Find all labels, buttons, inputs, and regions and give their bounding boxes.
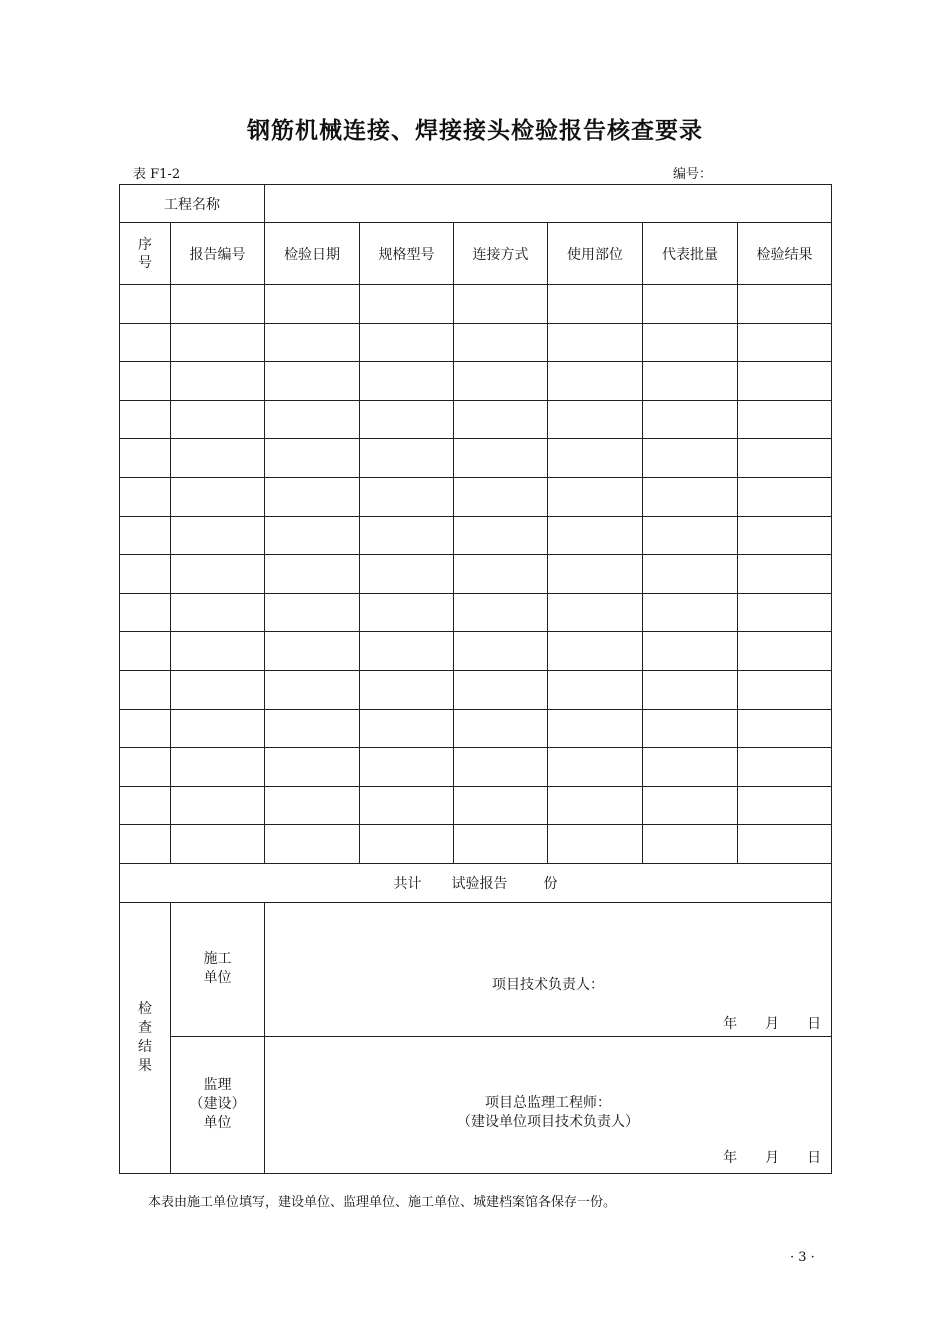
table-cell[interactable] bbox=[548, 516, 643, 555]
column-batch-header bbox=[643, 223, 738, 285]
total-suffix: 份 bbox=[543, 875, 558, 892]
table-cell[interactable] bbox=[738, 632, 832, 671]
column-header-label: 报告编号 bbox=[189, 246, 246, 263]
table-row bbox=[120, 323, 832, 362]
project-name-field[interactable] bbox=[265, 185, 832, 223]
column-report-no-header bbox=[171, 223, 265, 285]
table-row bbox=[120, 593, 832, 632]
table-cell[interactable] bbox=[265, 593, 360, 632]
table-cell[interactable] bbox=[643, 748, 738, 787]
table-row bbox=[120, 439, 832, 478]
table-cell[interactable] bbox=[360, 400, 454, 439]
table-cell[interactable] bbox=[738, 477, 832, 516]
table-cell[interactable] bbox=[548, 593, 643, 632]
supervision-unit-label: 监理 （建设） 单位 bbox=[171, 1036, 265, 1173]
project-name-label: 工程名称 bbox=[120, 185, 265, 223]
table-cell[interactable] bbox=[265, 362, 360, 401]
table-cell[interactable] bbox=[454, 632, 548, 671]
table-cell[interactable] bbox=[738, 825, 832, 864]
column-test-date-header bbox=[265, 223, 360, 285]
table-cell[interactable] bbox=[120, 555, 171, 594]
column-header-label: 检验结果 bbox=[756, 246, 813, 263]
table-cell[interactable] bbox=[643, 323, 738, 362]
table-cell[interactable] bbox=[360, 285, 454, 324]
column-header-label: 规格型号 bbox=[378, 246, 435, 263]
table-cell[interactable] bbox=[360, 516, 454, 555]
table-cell[interactable] bbox=[120, 748, 171, 787]
table-cell[interactable] bbox=[548, 439, 643, 478]
table-row bbox=[120, 632, 832, 671]
table-row bbox=[120, 362, 832, 401]
table-cell[interactable] bbox=[360, 439, 454, 478]
table-cell[interactable] bbox=[265, 825, 360, 864]
form-code: 表 F1-2 bbox=[133, 167, 181, 182]
table-cell[interactable] bbox=[120, 323, 171, 362]
table-row bbox=[120, 555, 832, 594]
construction-unit-label: 施工 单位 bbox=[171, 902, 265, 1036]
table-cell[interactable] bbox=[454, 323, 548, 362]
table-cell[interactable] bbox=[265, 786, 360, 825]
table-cell[interactable] bbox=[265, 555, 360, 594]
table-cell[interactable] bbox=[360, 748, 454, 787]
table-row bbox=[120, 477, 832, 516]
table-cell[interactable] bbox=[120, 632, 171, 671]
page-number: · 3 · bbox=[790, 1250, 815, 1265]
table-cell[interactable] bbox=[171, 593, 265, 632]
table-cell[interactable] bbox=[120, 709, 171, 748]
column-seq-header bbox=[120, 223, 171, 285]
table-cell[interactable] bbox=[360, 786, 454, 825]
table-cell[interactable] bbox=[643, 400, 738, 439]
table-cell[interactable] bbox=[265, 516, 360, 555]
table-cell[interactable] bbox=[120, 670, 171, 709]
table-row bbox=[120, 516, 832, 555]
date-month-label: 月 bbox=[765, 1149, 780, 1166]
table-cell[interactable] bbox=[738, 285, 832, 324]
table-cell[interactable] bbox=[454, 709, 548, 748]
column-header-label: 序 号 bbox=[138, 236, 152, 271]
column-spec-model-header bbox=[360, 223, 454, 285]
table-row bbox=[120, 709, 832, 748]
table-cell[interactable] bbox=[120, 825, 171, 864]
table-cell[interactable] bbox=[360, 670, 454, 709]
table-cell[interactable] bbox=[171, 786, 265, 825]
date-day-label: 日 bbox=[807, 1015, 822, 1032]
table-cell[interactable] bbox=[454, 362, 548, 401]
table-cell[interactable] bbox=[265, 439, 360, 478]
table-cell[interactable] bbox=[265, 632, 360, 671]
table-row bbox=[120, 748, 832, 787]
table-cell[interactable] bbox=[548, 555, 643, 594]
supervision-date bbox=[695, 1147, 821, 1167]
table-cell[interactable] bbox=[454, 748, 548, 787]
construction-signer-label: 项目技术负责人： bbox=[492, 976, 605, 993]
column-header-label: 检验日期 bbox=[284, 246, 340, 263]
table-cell[interactable] bbox=[120, 439, 171, 478]
table-cell[interactable] bbox=[548, 323, 643, 362]
supervision-signer-label: 项目总监理工程师： （建设单位项目技术负责人） bbox=[457, 1094, 640, 1130]
table-cell[interactable] bbox=[120, 477, 171, 516]
table-cell[interactable] bbox=[738, 786, 832, 825]
table-cell[interactable] bbox=[360, 709, 454, 748]
table-cell[interactable] bbox=[548, 285, 643, 324]
column-header-label: 代表批量 bbox=[662, 246, 718, 263]
table-cell[interactable] bbox=[120, 362, 171, 401]
table-cell[interactable] bbox=[548, 400, 643, 439]
table-cell[interactable] bbox=[643, 786, 738, 825]
project-name-row bbox=[120, 185, 832, 223]
table-cell[interactable] bbox=[738, 748, 832, 787]
table-cell[interactable] bbox=[265, 477, 360, 516]
table-cell[interactable] bbox=[454, 555, 548, 594]
table-cell[interactable] bbox=[643, 285, 738, 324]
table-cell[interactable] bbox=[171, 285, 265, 324]
check-result-label: 检 查 结 果 bbox=[120, 902, 171, 1173]
table-cell[interactable] bbox=[548, 825, 643, 864]
table-cell[interactable] bbox=[360, 825, 454, 864]
table-cell[interactable] bbox=[643, 477, 738, 516]
table-cell[interactable] bbox=[120, 786, 171, 825]
date-year-label: 年 bbox=[723, 1149, 738, 1166]
date-day-label: 日 bbox=[807, 1149, 822, 1166]
table-cell[interactable] bbox=[548, 477, 643, 516]
table-cell[interactable] bbox=[360, 362, 454, 401]
table-cell[interactable] bbox=[120, 593, 171, 632]
table-row bbox=[120, 400, 832, 439]
table-cell[interactable] bbox=[643, 516, 738, 555]
column-header-row bbox=[120, 223, 832, 285]
table-cell[interactable] bbox=[738, 593, 832, 632]
table-cell[interactable] bbox=[738, 555, 832, 594]
supervision-unit-row bbox=[120, 1036, 832, 1173]
table-cell[interactable] bbox=[360, 555, 454, 594]
table-cell[interactable] bbox=[643, 555, 738, 594]
table-cell[interactable] bbox=[360, 323, 454, 362]
total-cell bbox=[120, 863, 832, 902]
table-cell[interactable] bbox=[643, 670, 738, 709]
table-cell[interactable] bbox=[548, 709, 643, 748]
table-cell[interactable] bbox=[738, 400, 832, 439]
table-cell[interactable] bbox=[454, 285, 548, 324]
construction-date bbox=[695, 1013, 821, 1033]
total-prefix: 共计 bbox=[393, 875, 422, 892]
footnote: 本表由施工单位填写，建设单位、监理单位、施工单位、城建档案馆各保存一份。 bbox=[148, 1195, 617, 1210]
table-cell[interactable] bbox=[643, 632, 738, 671]
table-cell[interactable] bbox=[454, 516, 548, 555]
total-row bbox=[120, 863, 832, 902]
table-cell[interactable] bbox=[265, 670, 360, 709]
table-cell[interactable] bbox=[120, 400, 171, 439]
table-row bbox=[120, 670, 832, 709]
column-connection-type-header bbox=[454, 223, 548, 285]
table-cell[interactable] bbox=[548, 670, 643, 709]
table-cell[interactable] bbox=[454, 400, 548, 439]
table-cell[interactable] bbox=[360, 632, 454, 671]
table-cell[interactable] bbox=[738, 670, 832, 709]
number-label: 编号： bbox=[673, 167, 713, 182]
table-cell[interactable] bbox=[738, 439, 832, 478]
table-cell[interactable] bbox=[548, 748, 643, 787]
supervision-sign-area[interactable] bbox=[265, 1036, 832, 1173]
table-row bbox=[120, 285, 832, 324]
total-middle: 试验报告 bbox=[451, 875, 508, 892]
table-cell[interactable] bbox=[548, 362, 643, 401]
table-cell[interactable] bbox=[171, 439, 265, 478]
table-cell[interactable] bbox=[171, 670, 265, 709]
table-row bbox=[120, 786, 832, 825]
table-cell[interactable] bbox=[171, 362, 265, 401]
table-cell[interactable] bbox=[454, 786, 548, 825]
table-cell[interactable] bbox=[548, 786, 643, 825]
table-row bbox=[120, 825, 832, 864]
table-cell[interactable] bbox=[171, 516, 265, 555]
column-header-label: 使用部位 bbox=[567, 246, 623, 263]
table-cell[interactable] bbox=[738, 362, 832, 401]
table-cell[interactable] bbox=[171, 709, 265, 748]
table-cell[interactable] bbox=[643, 709, 738, 748]
column-header-label: 连接方式 bbox=[472, 246, 529, 263]
table-cell[interactable] bbox=[643, 593, 738, 632]
table-cell[interactable] bbox=[171, 825, 265, 864]
table-cell[interactable] bbox=[265, 748, 360, 787]
table-cell[interactable] bbox=[454, 477, 548, 516]
table-cell[interactable] bbox=[265, 285, 360, 324]
table-cell[interactable] bbox=[738, 516, 832, 555]
table-cell[interactable] bbox=[120, 285, 171, 324]
table-cell[interactable] bbox=[454, 825, 548, 864]
table-cell[interactable] bbox=[120, 516, 171, 555]
table-cell[interactable] bbox=[360, 477, 454, 516]
construction-sign-area[interactable] bbox=[265, 902, 832, 1036]
date-year-label: 年 bbox=[723, 1015, 738, 1032]
table-cell[interactable] bbox=[171, 477, 265, 516]
page-title: 钢筋机械连接、焊接接头检验报告核查要录 bbox=[247, 118, 703, 144]
table-cell[interactable] bbox=[454, 670, 548, 709]
table-cell[interactable] bbox=[171, 748, 265, 787]
date-month-label: 月 bbox=[765, 1015, 780, 1032]
table-cell[interactable] bbox=[171, 323, 265, 362]
table-cell[interactable] bbox=[738, 709, 832, 748]
table-cell[interactable] bbox=[643, 439, 738, 478]
table-cell[interactable] bbox=[643, 362, 738, 401]
table-cell[interactable] bbox=[738, 323, 832, 362]
column-use-location-header bbox=[548, 223, 643, 285]
column-result-header bbox=[738, 223, 832, 285]
table-cell[interactable] bbox=[171, 555, 265, 594]
table-cell[interactable] bbox=[360, 593, 454, 632]
table-cell[interactable] bbox=[265, 709, 360, 748]
construction-unit-row bbox=[120, 902, 832, 1036]
inspection-table bbox=[119, 184, 832, 1174]
table-cell[interactable] bbox=[265, 400, 360, 439]
table-cell[interactable] bbox=[171, 632, 265, 671]
table-cell[interactable] bbox=[171, 400, 265, 439]
table-cell[interactable] bbox=[454, 439, 548, 478]
table-cell[interactable] bbox=[643, 825, 738, 864]
table-cell[interactable] bbox=[454, 593, 548, 632]
table-cell[interactable] bbox=[548, 632, 643, 671]
table-cell[interactable] bbox=[265, 323, 360, 362]
